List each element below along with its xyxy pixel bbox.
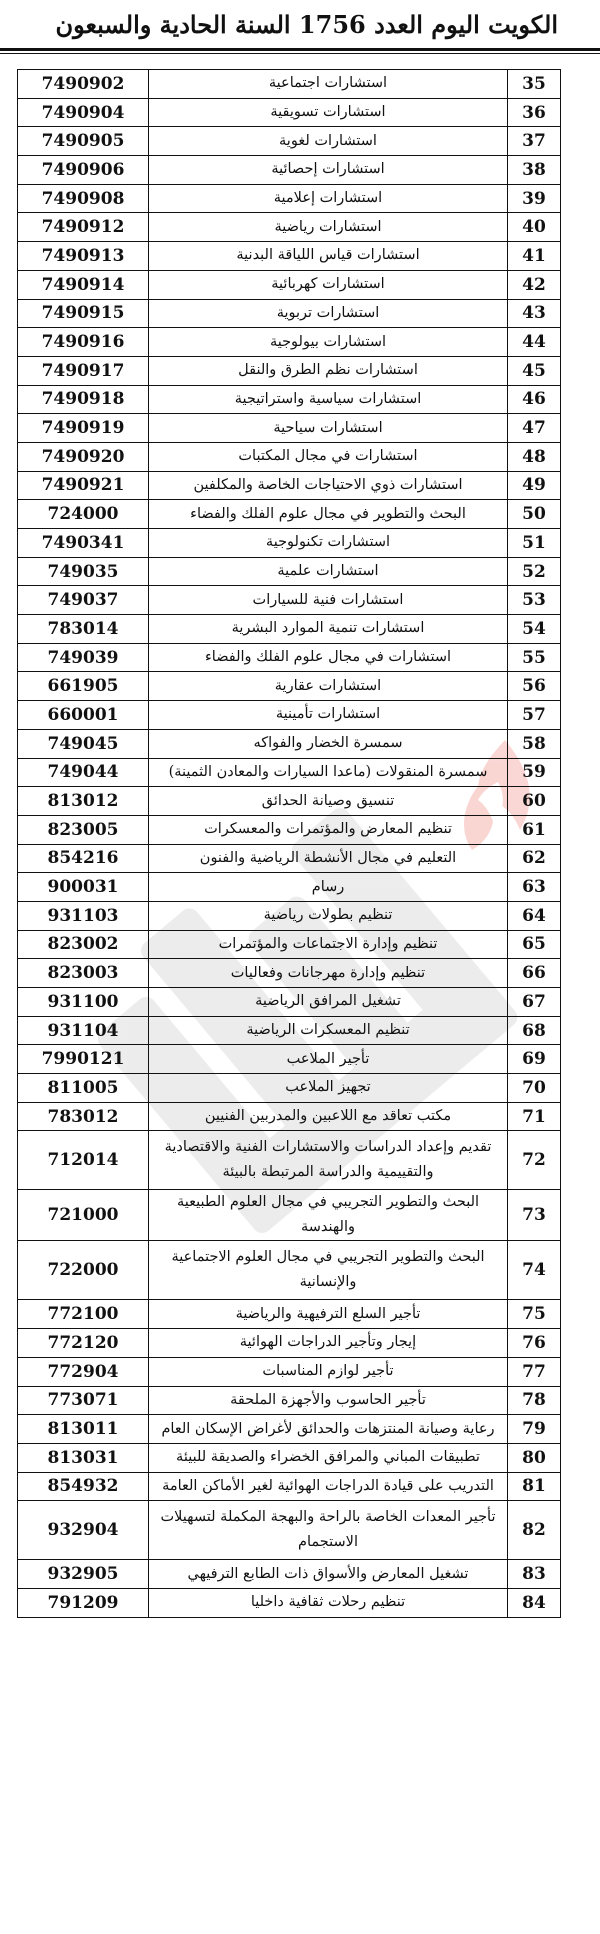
table-row <box>18 1045 561 1074</box>
row-number: 50 <box>508 500 561 529</box>
table-row <box>18 442 561 471</box>
table-row <box>18 959 561 988</box>
table-row <box>18 988 561 1017</box>
table-row <box>18 1501 561 1560</box>
activity-description: سمسرة الخضار والفواكه <box>149 729 508 758</box>
table-row <box>18 299 561 328</box>
row-number: 73 <box>508 1190 561 1241</box>
row-number: 58 <box>508 729 561 758</box>
row-number: 56 <box>508 672 561 701</box>
table-row <box>18 1190 561 1241</box>
activity-code: 783012 <box>18 1102 149 1131</box>
activity-description: استشارات في مجال المكتبات <box>149 442 508 471</box>
row-number: 68 <box>508 1016 561 1045</box>
activity-description: البحث والتطوير التجريبي في مجال العلوم الاجتماعية والإنسانية <box>149 1241 508 1300</box>
table-row <box>18 815 561 844</box>
header-title: الكويت اليوم العدد 1756 السنة الحادية والسبعون <box>55 10 558 39</box>
activity-description: تنظيم وإدارة الاجتماعات والمؤتمرات <box>149 930 508 959</box>
table-row <box>18 328 561 357</box>
activity-description: استشارات تنمية الموارد البشرية <box>149 615 508 644</box>
activity-description: تنظيم رحلات ثقافية داخليا <box>149 1588 508 1617</box>
activity-code: 773071 <box>18 1386 149 1415</box>
table-row <box>18 500 561 529</box>
row-number: 82 <box>508 1501 561 1560</box>
activity-code: 900031 <box>18 873 149 902</box>
activity-code: 931103 <box>18 901 149 930</box>
row-number: 80 <box>508 1443 561 1472</box>
activity-code: 932905 <box>18 1560 149 1589</box>
table-row <box>18 1443 561 1472</box>
activity-code: 7490918 <box>18 385 149 414</box>
row-number: 39 <box>508 184 561 213</box>
activity-description: تأجير لوازم المناسبات <box>149 1357 508 1386</box>
row-number: 40 <box>508 213 561 242</box>
activity-description: استشارات تكنولوجية <box>149 529 508 558</box>
table-row <box>18 1386 561 1415</box>
table-row <box>18 156 561 185</box>
table-row <box>18 1074 561 1103</box>
table-row <box>18 1131 561 1190</box>
row-number: 57 <box>508 701 561 730</box>
table-row <box>18 930 561 959</box>
row-number: 44 <box>508 328 561 357</box>
activity-description: تشغيل المعارض والأسواق ذات الطابع الترفيهي <box>149 1560 508 1589</box>
activity-description: مكتب تعاقد مع اللاعبين والمدربين الفنيين <box>149 1102 508 1131</box>
row-number: 62 <box>508 844 561 873</box>
activity-code: 7490920 <box>18 442 149 471</box>
activity-description: تأجير المعدات الخاصة بالراحة والبهجة المكملة لتسهيلات الاستجمام <box>149 1501 508 1560</box>
row-number: 77 <box>508 1357 561 1386</box>
row-number: 61 <box>508 815 561 844</box>
row-number: 72 <box>508 1131 561 1190</box>
activity-description: رعاية وصيانة المنتزهات والحدائق لأغراض الإسكان العام <box>149 1415 508 1444</box>
activity-code: 7490915 <box>18 299 149 328</box>
table-row <box>18 901 561 930</box>
table-row <box>18 1588 561 1617</box>
table-row <box>18 787 561 816</box>
row-number: 38 <box>508 156 561 185</box>
row-number: 74 <box>508 1241 561 1300</box>
activity-description: استشارات ذوي الاحتياجات الخاصة والمكلفين <box>149 471 508 500</box>
row-number: 55 <box>508 643 561 672</box>
activity-description: رسام <box>149 873 508 902</box>
activity-code: 7490916 <box>18 328 149 357</box>
row-number: 42 <box>508 270 561 299</box>
activity-description: استشارات تأمينية <box>149 701 508 730</box>
activity-description: استشارات اجتماعية <box>149 70 508 99</box>
activity-description: تنسيق وصيانة الحدائق <box>149 787 508 816</box>
activity-code: 813031 <box>18 1443 149 1472</box>
activity-code: 749045 <box>18 729 149 758</box>
row-number: 81 <box>508 1472 561 1501</box>
activity-code: 772904 <box>18 1357 149 1386</box>
row-number: 47 <box>508 414 561 443</box>
activity-code: 7490921 <box>18 471 149 500</box>
activity-description: تنظيم المعسكرات الرياضية <box>149 1016 508 1045</box>
row-number: 54 <box>508 615 561 644</box>
row-number: 35 <box>508 70 561 99</box>
row-number: 69 <box>508 1045 561 1074</box>
activity-description: تأجير الحاسوب والأجهزة الملحقة <box>149 1386 508 1415</box>
table-row <box>18 356 561 385</box>
activity-code: 823002 <box>18 930 149 959</box>
table-row <box>18 1300 561 1329</box>
activity-code: 7490902 <box>18 70 149 99</box>
activity-description: استشارات تربوية <box>149 299 508 328</box>
table-row <box>18 213 561 242</box>
table-row <box>18 701 561 730</box>
activity-code: 660001 <box>18 701 149 730</box>
activity-code: 7490904 <box>18 98 149 127</box>
activity-code: 823005 <box>18 815 149 844</box>
activity-code: 854932 <box>18 1472 149 1501</box>
table-row <box>18 643 561 672</box>
activity-description: التعليم في مجال الأنشطة الرياضية والفنون <box>149 844 508 873</box>
row-number: 71 <box>508 1102 561 1131</box>
table-row <box>18 1357 561 1386</box>
activity-code: 931100 <box>18 988 149 1017</box>
activity-description: تنظيم وإدارة مهرجانات وفعاليات <box>149 959 508 988</box>
row-number: 43 <box>508 299 561 328</box>
row-number: 49 <box>508 471 561 500</box>
table-row <box>18 844 561 873</box>
activity-description: استشارات في مجال علوم الفلك والفضاء <box>149 643 508 672</box>
activity-description: تطبيقات المباني والمرافق الخضراء والصديقة للبيئة <box>149 1443 508 1472</box>
activity-description: التدريب على قيادة الدراجات الهوائية لغير الأماكن العامة <box>149 1472 508 1501</box>
activity-code: 749044 <box>18 758 149 787</box>
activity-code: 931104 <box>18 1016 149 1045</box>
row-number: 45 <box>508 356 561 385</box>
activity-code: 7490914 <box>18 270 149 299</box>
activity-code: 749035 <box>18 557 149 586</box>
activity-description: البحث والتطوير التجريبي في مجال العلوم الطبيعية والهندسة <box>149 1190 508 1241</box>
row-number: 51 <box>508 529 561 558</box>
activity-code: 772100 <box>18 1300 149 1329</box>
activity-code: 7490919 <box>18 414 149 443</box>
table-row <box>18 184 561 213</box>
activity-description: استشارات إحصائية <box>149 156 508 185</box>
row-number: 53 <box>508 586 561 615</box>
row-number: 79 <box>508 1415 561 1444</box>
activity-description: تأجير السلع الترفيهية والرياضية <box>149 1300 508 1329</box>
row-number: 46 <box>508 385 561 414</box>
activity-description: استشارات سياحية <box>149 414 508 443</box>
activity-description: إيجار وتأجير الدراجات الهوائية <box>149 1329 508 1358</box>
activity-code: 813011 <box>18 1415 149 1444</box>
activity-code: 749039 <box>18 643 149 672</box>
activity-code: 783014 <box>18 615 149 644</box>
row-number: 41 <box>508 242 561 271</box>
row-number: 59 <box>508 758 561 787</box>
activity-code: 823003 <box>18 959 149 988</box>
page-header <box>0 0 600 54</box>
table-row <box>18 385 561 414</box>
row-number: 70 <box>508 1074 561 1103</box>
activity-description: استشارات عقارية <box>149 672 508 701</box>
activity-code: 854216 <box>18 844 149 873</box>
activity-code: 7490912 <box>18 213 149 242</box>
table-row <box>18 615 561 644</box>
activity-description: استشارات رياضية <box>149 213 508 242</box>
activity-description: استشارات علمية <box>149 557 508 586</box>
table-row <box>18 1415 561 1444</box>
table-row <box>18 1241 561 1300</box>
activities-table <box>17 69 561 1618</box>
activity-description: تأجير الملاعب <box>149 1045 508 1074</box>
activity-description: تجهيز الملاعب <box>149 1074 508 1103</box>
row-number: 37 <box>508 127 561 156</box>
activity-description: استشارات بيولوجية <box>149 328 508 357</box>
table-row <box>18 270 561 299</box>
activity-code: 7490917 <box>18 356 149 385</box>
activity-code: 772120 <box>18 1329 149 1358</box>
table-row <box>18 1102 561 1131</box>
activity-code: 749037 <box>18 586 149 615</box>
table-row <box>18 1016 561 1045</box>
activities-table-wrapper <box>17 69 561 1618</box>
row-number: 67 <box>508 988 561 1017</box>
activity-description: تقديم وإعداد الدراسات والاستشارات الفنية والاقتصادية والتقييمية والدراسة المرتبطة بالبيئة <box>149 1131 508 1190</box>
row-number: 63 <box>508 873 561 902</box>
row-number: 66 <box>508 959 561 988</box>
activity-code: 661905 <box>18 672 149 701</box>
row-number: 36 <box>508 98 561 127</box>
activity-description: استشارات إعلامية <box>149 184 508 213</box>
activity-code: 721000 <box>18 1190 149 1241</box>
table-row <box>18 529 561 558</box>
row-number: 48 <box>508 442 561 471</box>
activity-description: استشارات فنية للسيارات <box>149 586 508 615</box>
table-row <box>18 758 561 787</box>
activity-code: 932904 <box>18 1501 149 1560</box>
activity-code: 7490913 <box>18 242 149 271</box>
activity-description: استشارات سياسية واستراتيجية <box>149 385 508 414</box>
table-row <box>18 70 561 99</box>
table-row <box>18 672 561 701</box>
table-row <box>18 586 561 615</box>
row-number: 84 <box>508 1588 561 1617</box>
activity-code: 722000 <box>18 1241 149 1300</box>
activity-code: 7990121 <box>18 1045 149 1074</box>
activity-description: تشغيل المرافق الرياضية <box>149 988 508 1017</box>
activity-code: 724000 <box>18 500 149 529</box>
row-number: 64 <box>508 901 561 930</box>
activity-description: استشارات تسويقية <box>149 98 508 127</box>
row-number: 76 <box>508 1329 561 1358</box>
row-number: 75 <box>508 1300 561 1329</box>
header-rule-thick <box>0 48 600 51</box>
table-row <box>18 1560 561 1589</box>
activity-code: 7490906 <box>18 156 149 185</box>
header-rule-thin <box>0 53 600 54</box>
activity-description: تنظيم المعارض والمؤتمرات والمعسكرات <box>149 815 508 844</box>
row-number: 52 <box>508 557 561 586</box>
activity-code: 7490905 <box>18 127 149 156</box>
row-number: 65 <box>508 930 561 959</box>
table-row <box>18 1472 561 1501</box>
activity-code: 7490908 <box>18 184 149 213</box>
activity-description: تنظيم بطولات رياضية <box>149 901 508 930</box>
activity-description: استشارات قياس اللياقة البدنية <box>149 242 508 271</box>
activity-code: 712014 <box>18 1131 149 1190</box>
table-row <box>18 873 561 902</box>
activity-code: 7490341 <box>18 529 149 558</box>
row-number: 78 <box>508 1386 561 1415</box>
activity-description: استشارات لغوية <box>149 127 508 156</box>
table-row <box>18 127 561 156</box>
activity-description: استشارات نظم الطرق والنقل <box>149 356 508 385</box>
table-row <box>18 414 561 443</box>
activity-code: 811005 <box>18 1074 149 1103</box>
activity-code: 791209 <box>18 1588 149 1617</box>
activity-description: استشارات كهربائية <box>149 270 508 299</box>
activity-code: 813012 <box>18 787 149 816</box>
activity-description: البحث والتطوير في مجال علوم الفلك والفضاء <box>149 500 508 529</box>
activity-description: سمسرة المنقولات (ماعدا السيارات والمعادن الثمينة) <box>149 758 508 787</box>
table-row <box>18 471 561 500</box>
table-row <box>18 242 561 271</box>
table-row <box>18 1329 561 1358</box>
table-row <box>18 98 561 127</box>
table-body <box>18 70 561 1618</box>
table-row <box>18 729 561 758</box>
row-number: 83 <box>508 1560 561 1589</box>
table-row <box>18 557 561 586</box>
row-number: 60 <box>508 787 561 816</box>
